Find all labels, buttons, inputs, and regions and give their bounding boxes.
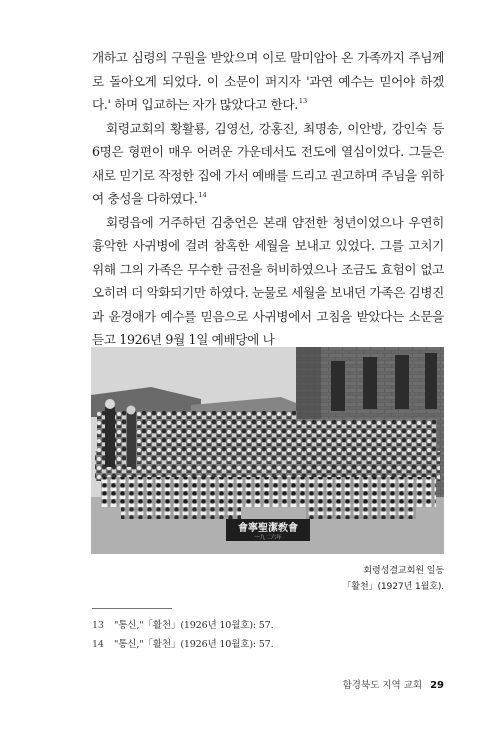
body-text [92,46,444,352]
paragraph [92,46,444,117]
page-number: 29 [430,680,444,691]
footnote-number: 13 [92,620,104,631]
running-footer [343,677,444,691]
footnote-ref[interactable]: 14 [198,191,207,199]
footnote [92,616,444,635]
church-group-photo [91,347,444,554]
photo-caption [342,563,444,595]
footnote-number: 14 [92,639,104,650]
section-title: 함경북도 지역 교회 [342,680,423,691]
footnote-text: "통신,"「활천」(1926년 10월호): 57. [114,639,274,650]
photo-sign-text: 會寧聖潔敎會 [238,523,298,534]
paragraph-text: 회령읍에 거주하던 김충언은 본래 얌전한 청년이었으나 우연히 흉악한 사귀병에 걸려 참혹한 세월을 보내고 있었다. 그를 고치기 위해 그의 가족은 무수한 금전을 허비하였으나 조금도 효험이 없고 오히려 더 악화되기만 하였다. 눈물로 세월을 보내던 가족은 김병진과 윤경애가 예수를 믿음으로 사귀병에서 고침을 받았다는 소문을 듣고 1926년 9월 1일 예배당에 나 [92,214,444,347]
photo-sign-subtext: 一九二六年 [254,535,282,541]
footnote-text: "통신,"「활천」(1926년 10월호): 57. [114,620,274,631]
photo-illustration [91,347,444,554]
footnotes [92,616,444,654]
paragraph [92,117,444,211]
caption-line: 회령성결교회원 일동 [363,565,444,576]
footnote-ref[interactable]: 13 [298,97,308,105]
paragraph-text: 개하고 심령의 구원을 받았으며 이로 말미암아 온 가족까지 주님께로 돌아오게 되었다. 이 소문이 퍼지자 '과연 예수는 믿어야 하겠다.' 하며 입교하는 자가 많았다고 한다. [92,50,444,112]
footnote-divider [92,608,172,609]
caption-source: 「활천」(1927년 1월호). [342,581,444,592]
paragraph [92,211,444,352]
footnote [92,635,444,654]
paragraph-text: 회령교회의 황활룡, 김영선, 강홍진, 최명송, 이안방, 강인숙 등 6명은 형편이 매우 어려운 가운데서도 전도에 열심이었다. 그들은 새로 믿기로 작정한 집에 가서 예배를 드리고 권고하며 주님을 위하여 충성을 다하였다. [92,120,444,206]
